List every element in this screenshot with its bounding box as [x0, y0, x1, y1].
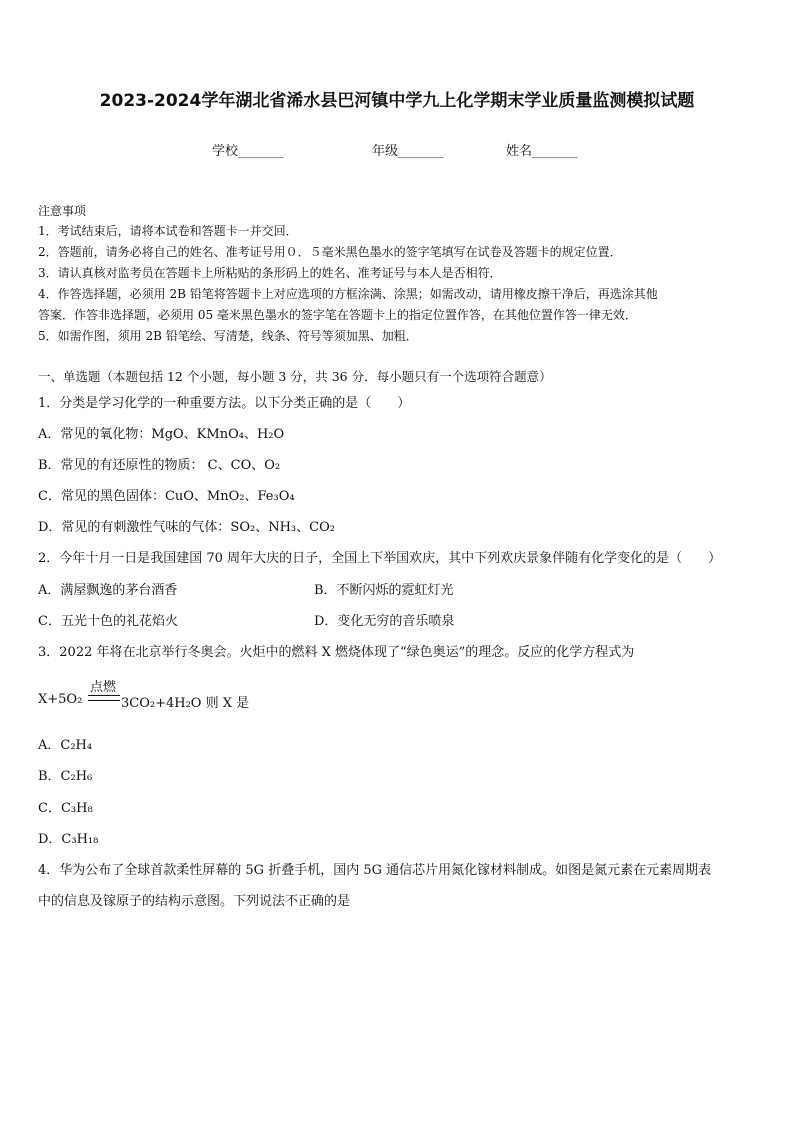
q2-option-a[interactable]: A．满屋飘逸的茅台酒香: [38, 583, 178, 598]
q2-option-b[interactable]: B．不断闪烁的霓虹灯光: [314, 583, 454, 598]
q3-option-c[interactable]: C．C₃H₈: [38, 801, 93, 816]
notice-item: 答案．作答非选择题，必须用 05 毫米黑色墨水的签字笔在答题卡上的指定位置作答，在其他位置作答一律无效．: [38, 308, 637, 322]
q3-option-d[interactable]: D．C₃H₁₈: [38, 832, 99, 847]
notice-heading: 注意事项: [38, 204, 87, 218]
q1-option-d[interactable]: D．常见的有刺激性气味的气体：SO₂、NH₃、CO₂: [38, 520, 335, 535]
equation-products: 3CO₂+4H₂O 则 X 是: [121, 696, 250, 711]
q1-stem: 1．分类是学习化学的一种重要方法。以下分类正确的是（ ）: [38, 396, 411, 411]
exam-title: 2023-2024学年湖北省浠水县巴河镇中学九上化学期末学业质量监测模拟试题: [99, 91, 695, 111]
equals-sign-icon: [88, 695, 120, 701]
notice-item: 5．如需作图，须用 2B 铅笔绘、写清楚，线条、符号等须加黑、加粗．: [38, 329, 418, 343]
q1-option-c[interactable]: C．常见的黑色固体：CuO、MnO₂、Fe₃O₄: [38, 489, 295, 504]
q4-stem-line2: 中的信息及镓原子的结构示意图。下列说法不正确的是: [38, 894, 351, 909]
q2-stem: 2．今年十月一日是我国建国 70 周年大庆的日子，全国上下举国欢庆，其中下列欢庆景象伴随有化学变化的是（ ）: [38, 551, 722, 566]
name-field[interactable]: 姓名_______: [506, 144, 578, 159]
notice-item: 4．作答选择题，必须用 2B 铅笔将答题卡上对应选项的方框涂满、涂黑；如需改动，请用橡皮擦干净后，再选涂其他: [38, 287, 658, 301]
q1-option-b[interactable]: B．常见的有还原性的物质： C、CO、O₂: [38, 458, 281, 473]
q2-option-d[interactable]: D．变化无穷的音乐喷泉: [314, 614, 455, 629]
q2-option-c[interactable]: C．五光十色的礼花焰火: [38, 614, 178, 629]
notice-item: 1．考试结束后，请将本试卷和答题卡一并交回．: [38, 224, 298, 238]
equation-reactants: X+5O₂: [38, 692, 83, 707]
notice-item: 3．请认真核对监考员在答题卡上所粘贴的条形码上的姓名、准考证号与本人是否相符．: [38, 266, 502, 280]
section-heading: 一、单选题（本题包括 12 个小题，每小题 3 分，共 36 分．每小题只有一个选项符合题意）: [38, 369, 552, 384]
q4-stem-line1: 4．华为公布了全球首款柔性屏幕的 5G 折叠手机，国内 5G 通信芯片用氮化镓材料制成。如图是氮元素在元素周期表: [38, 863, 712, 878]
reaction-condition: 点燃: [90, 680, 117, 695]
q1-option-a[interactable]: A．常见的氧化物：MgO、KMnO₄、H₂O: [38, 427, 285, 442]
school-field[interactable]: 学校_______: [212, 144, 284, 159]
q3-stem: 3．2022 年将在北京举行冬奥会。火炬中的燃料 X 燃烧体现了“绿色奥运”的理念。反应的化学方程式为: [38, 645, 635, 660]
grade-field[interactable]: 年级_______: [372, 144, 444, 159]
notice-item: 2．答题前，请务必将自己的姓名、准考证号用０．５毫米黑色墨水的签字笔填写在试卷及答题卡的规定位置．: [38, 245, 622, 259]
q3-option-b[interactable]: B．C₂H₆: [38, 769, 93, 784]
q3-chemical-equation: [38, 676, 438, 716]
q3-option-a[interactable]: A．C₂H₄: [38, 738, 93, 753]
